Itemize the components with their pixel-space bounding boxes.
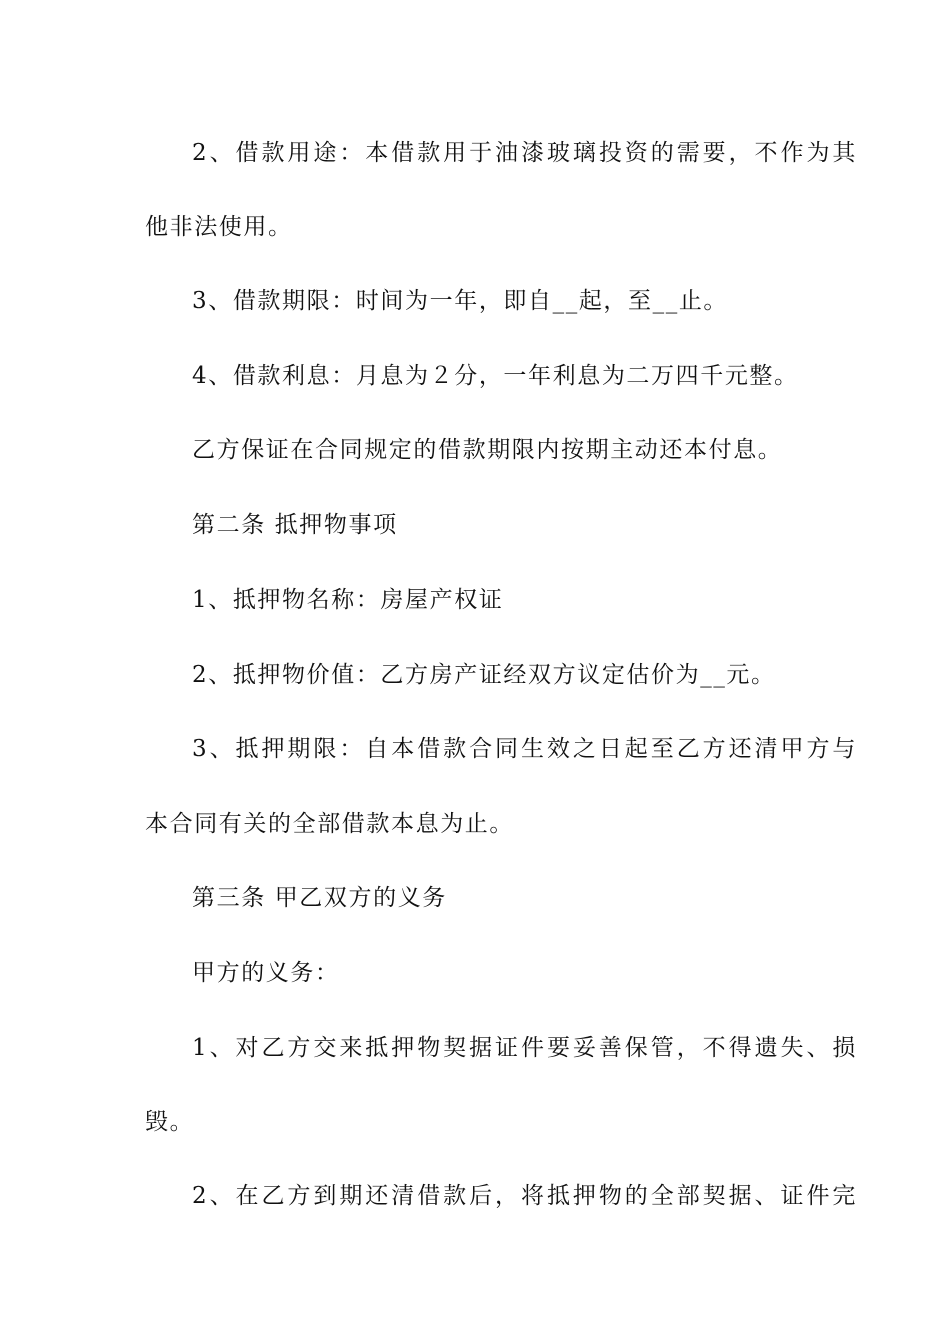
paragraph-line: 乙方保证在合同规定的借款期限内按期主动还本付息。 <box>192 437 783 463</box>
paragraph-line: 1、抵押物名称：房屋产权证 <box>192 587 504 613</box>
paragraph-line: 2、抵押物价值：乙方房产证经双方议定估价为__元。 <box>192 662 776 688</box>
paragraph-line: 3、抵押期限：自本借款合同生效之日起至乙方还清甲方与 <box>192 736 857 762</box>
paragraph-line: 甲方的义务： <box>192 960 340 986</box>
section-heading: 第三条 甲乙双方的义务 <box>192 885 447 911</box>
paragraph-line: 毁。 <box>145 1109 195 1135</box>
paragraph-line: 3、借款期限：时间为一年，即自__起，至__止。 <box>192 288 729 314</box>
paragraph-line: 4、借款利息：月息为２分，一年利息为二万四千元整。 <box>192 363 799 389</box>
paragraph-line: 1、对乙方交来抵押物契据证件要妥善保管，不得遗失、损 <box>192 1035 857 1061</box>
section-heading: 第二条 抵押物事项 <box>192 512 398 538</box>
paragraph-line: 他非法使用。 <box>145 214 293 240</box>
paragraph-line: 本合同有关的全部借款本息为止。 <box>145 811 514 837</box>
paragraph-line: 2、借款用途：本借款用于油漆玻璃投资的需要，不作为其 <box>192 140 857 166</box>
paragraph-line: 2、在乙方到期还清借款后，将抵押物的全部契据、证件完 <box>192 1183 857 1209</box>
